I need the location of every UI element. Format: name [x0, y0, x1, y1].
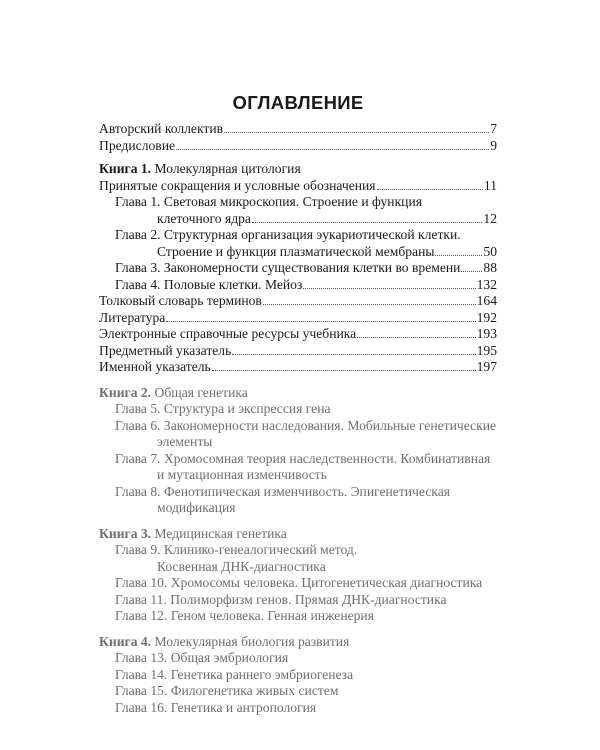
book-name: Молекулярная биология развития [154, 633, 350, 649]
chapter-title: Глава 11. Полиморфизм генов. Прямая ДНК-диагностика [115, 591, 447, 607]
page-number: 9 [490, 137, 497, 153]
leader-dots [377, 188, 483, 190]
toc-entries [99, 121, 497, 716]
page-number: 164 [476, 293, 497, 308]
chapter-entry[interactable] [99, 575, 497, 592]
entry-text: Толковый словарь терминов [99, 293, 262, 308]
leader-dots [176, 148, 489, 150]
chapter-title: Глава 14. Генетика раннего эмбриогенеза [115, 666, 354, 682]
book-name: Общая генетика [154, 384, 248, 400]
leader-dots [303, 287, 475, 289]
toc-entry[interactable] [99, 178, 497, 195]
page-number: 7 [490, 121, 497, 136]
chapter-entry[interactable] [99, 418, 497, 435]
chapter-entry-continued[interactable] [99, 559, 497, 576]
entry-text: Литература [99, 309, 166, 325]
chapter-entry[interactable] [99, 227, 497, 244]
book-2-heading[interactable] [99, 385, 497, 402]
chapter-title: Глава 1. Световая микроскопия. Строение и функция [115, 194, 422, 209]
chapter-title: Глава 9. Клинико-генеалогический метод. [115, 542, 358, 557]
chapter-title-continued: клеточного ядра [157, 210, 251, 226]
leader-dots [461, 270, 482, 272]
entry-text: Электронные справочные ресурсы учебника [99, 326, 357, 341]
leader-dots [224, 131, 489, 133]
chapter-title: Глава 16. Генетика и антропология [115, 699, 317, 715]
toc-entry[interactable] [99, 138, 497, 155]
book-label: Книга 2. [99, 384, 152, 400]
toc-entry[interactable] [99, 310, 497, 327]
chapter-entry[interactable] [99, 608, 497, 625]
leader-dots [232, 353, 475, 355]
book-label: Книга 4. [99, 633, 152, 649]
chapter-title-continued: элементы [157, 434, 213, 449]
chapter-entry[interactable] [99, 650, 497, 667]
chapter-title: Глава 12. Геном человека. Генная инженерия [115, 608, 374, 623]
chapter-title: Глава 7. Хромосомная теория наследственности. Комбинативная [115, 450, 491, 466]
chapter-title: Глава 4. Половые клетки. Мейоз [115, 276, 303, 292]
chapter-entry[interactable] [99, 700, 497, 717]
page-number: 197 [476, 359, 497, 374]
chapter-title: Глава 6. Закономерности наследования. Мобильные генетические [115, 417, 497, 433]
page-number: 192 [476, 309, 497, 325]
chapter-title: Глава 10. Хромосомы человека. Цитогенетическая диагностика [115, 575, 483, 590]
chapter-entry[interactable] [99, 484, 497, 501]
chapter-title-continued: модификация [157, 500, 236, 515]
chapter-entry[interactable] [99, 194, 497, 211]
book-label: Книга 3. [99, 525, 152, 541]
entry-text: Именной указатель [99, 359, 211, 374]
chapter-title: Глава 13. Общая эмбриология [115, 650, 289, 665]
leader-dots [212, 369, 476, 371]
page-number: 132 [476, 276, 497, 292]
page-number: 195 [476, 342, 497, 358]
chapter-entry-continued[interactable] [99, 434, 497, 451]
leader-dots [263, 303, 476, 305]
toc-entry[interactable] [99, 343, 497, 360]
entry-text: Предметный указатель [99, 342, 232, 358]
leader-dots [252, 221, 482, 223]
chapter-entry[interactable] [99, 451, 497, 468]
book-label: Книга 1. [99, 161, 152, 176]
chapter-title: Глава 3. Закономерности существования клетки во времени [115, 260, 461, 275]
page-number: 193 [476, 326, 497, 341]
chapter-title-continued: и мутационная изменчивость [157, 467, 327, 482]
book-4-heading[interactable] [99, 634, 497, 651]
book-name: Медицинская генетика [154, 525, 287, 541]
page-number: 50 [483, 243, 497, 259]
page-number: 11 [483, 177, 497, 193]
entry-text: Принятые сокращения и условные обозначения [99, 177, 376, 193]
chapter-entry[interactable] [99, 260, 497, 277]
chapter-entry[interactable] [99, 401, 497, 418]
chapter-entry-continued[interactable] [99, 244, 497, 261]
book-3-heading[interactable] [99, 526, 497, 543]
chapter-title-continued: Строение и функция плазматической мембраны [157, 243, 435, 259]
chapter-entry-continued[interactable] [99, 500, 497, 517]
page-title: ОГЛАВЛЕНИЕ [232, 92, 364, 113]
toc-entry[interactable] [99, 326, 497, 343]
chapter-entry-continued[interactable] [99, 467, 497, 484]
leader-dots [166, 320, 475, 322]
book-name: Молекулярная цитология [154, 161, 301, 176]
chapter-title-continued: Косвенная ДНК-диагностика [157, 558, 326, 574]
toc-entry[interactable] [99, 121, 497, 138]
toc-entry[interactable] [99, 293, 497, 310]
chapter-entry-continued[interactable] [99, 211, 497, 228]
chapter-title: Глава 5. Структура и экспрессия гена [115, 401, 331, 416]
toc-entry[interactable] [99, 359, 497, 376]
chapter-entry[interactable] [99, 683, 497, 700]
entry-text: Авторский коллектив [99, 121, 224, 136]
leader-dots [435, 254, 482, 256]
chapter-entry[interactable] [99, 542, 497, 559]
chapter-entry[interactable] [99, 277, 497, 294]
chapter-title: Глава 15. Филогенетика живых систем [115, 683, 339, 698]
chapter-title: Глава 8. Фенотипическая изменчивость. Эпигенетическая [115, 483, 450, 499]
book-1-heading[interactable] [99, 161, 497, 178]
chapter-title: Глава 2. Структурная организация эукариотической клетки. [115, 227, 461, 242]
entry-text: Предисловие [99, 137, 176, 153]
chapter-entry[interactable] [99, 667, 497, 684]
leader-dots [357, 336, 475, 338]
chapter-entry[interactable] [99, 592, 497, 609]
page-number: 12 [483, 210, 497, 226]
page-number: 88 [483, 260, 497, 275]
